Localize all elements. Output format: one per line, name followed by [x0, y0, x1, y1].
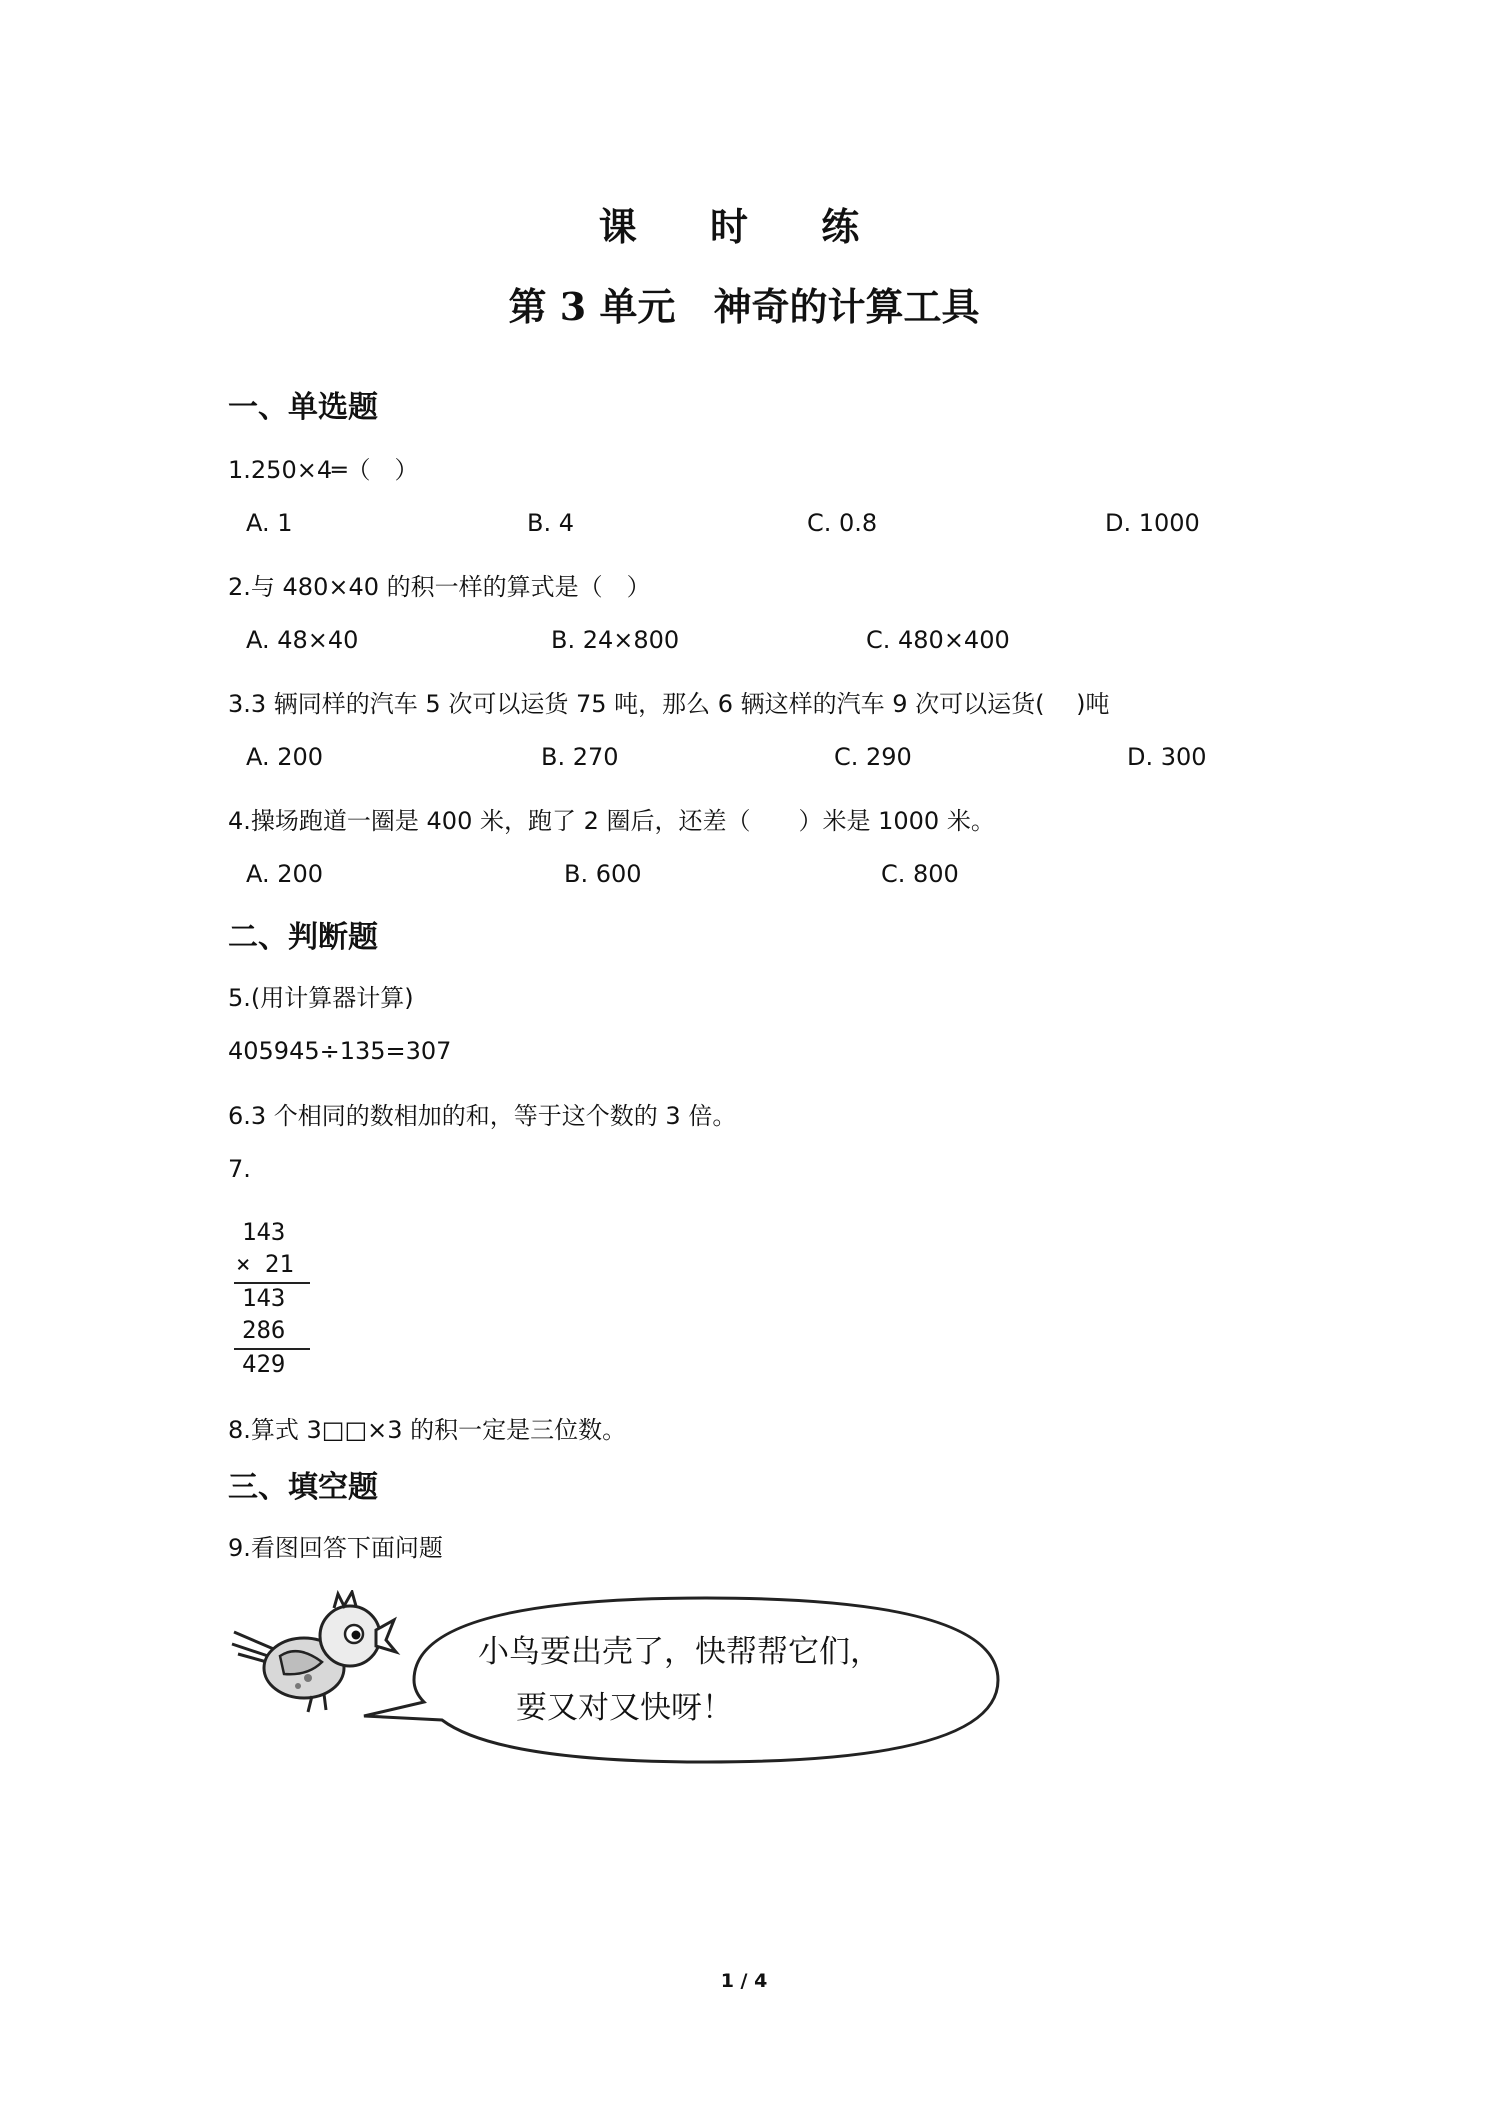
q2-option-b: B. 24×800 [551, 626, 680, 654]
question-2: 2.与 480×40 的积一样的算式是（ ） [228, 573, 651, 601]
q1-option-b: B. 4 [527, 509, 574, 537]
section-heading: 一、单选题 [228, 390, 378, 425]
q4-option-b: B. 600 [564, 860, 642, 888]
q1-option-a: A. 1 [246, 509, 293, 537]
q4-option-a: A. 200 [246, 860, 324, 888]
calc-line: 429 [242, 1350, 286, 1378]
q3-option-a: A. 200 [246, 743, 324, 771]
bird-icon [228, 1590, 1008, 1765]
q3-option-c: C. 290 [834, 743, 912, 771]
calc-line: × 21 [236, 1250, 294, 1278]
vertical-multiplication [228, 1210, 328, 1380]
q2-option-a: A. 48×40 [246, 626, 359, 654]
page-number: 1 / 4 [720, 1970, 768, 1992]
bubble-line-2: 要又对又快呀！ [516, 1690, 733, 1726]
q2-option-c: C. 480×400 [866, 626, 1010, 654]
question-4: 4.操场跑道一圈是 400 米，跑了 2 圈后，还差（ ）米是 1000 米。 [228, 807, 995, 835]
bird-illustration [228, 1590, 1008, 1765]
question-5-expression: 405945÷135=307 [228, 1037, 452, 1065]
q3-option-b: B. 270 [541, 743, 619, 771]
q3-option-d: D. 300 [1127, 743, 1207, 771]
unit-title: 第 3 单元 神奇的计算工具 [508, 284, 980, 329]
calc-line: 143 [242, 1284, 286, 1312]
page-title: 课 时 练 [598, 204, 890, 249]
question-1: 1.250×4═（ ） [228, 456, 419, 484]
q1-option-c: C. 0.8 [807, 509, 878, 537]
question-8: 8.算式 3□□×3 的积一定是三位数。 [228, 1416, 627, 1444]
question-5: 5.(用计算器计算) [228, 984, 414, 1012]
section-heading: 三、填空题 [228, 1470, 378, 1505]
question-9: 9.看图回答下面问题 [228, 1534, 443, 1562]
question-3: 3.3 辆同样的汽车 5 次可以运货 75 吨，那么 6 辆这样的汽车 9 次可以运货( )吨 [228, 690, 1110, 718]
q1-option-d: D. 1000 [1105, 509, 1200, 537]
calc-line: 286 [242, 1316, 286, 1344]
section-heading: 二、判断题 [228, 920, 378, 955]
bubble-line-1: 小鸟要出壳了，快帮帮它们， [478, 1634, 881, 1670]
question-6: 6.3 个相同的数相加的和，等于这个数的 3 倍。 [228, 1102, 737, 1130]
question-7: 7. [228, 1155, 251, 1183]
q4-option-c: C. 800 [881, 860, 959, 888]
calc-line: 143 [242, 1218, 286, 1246]
